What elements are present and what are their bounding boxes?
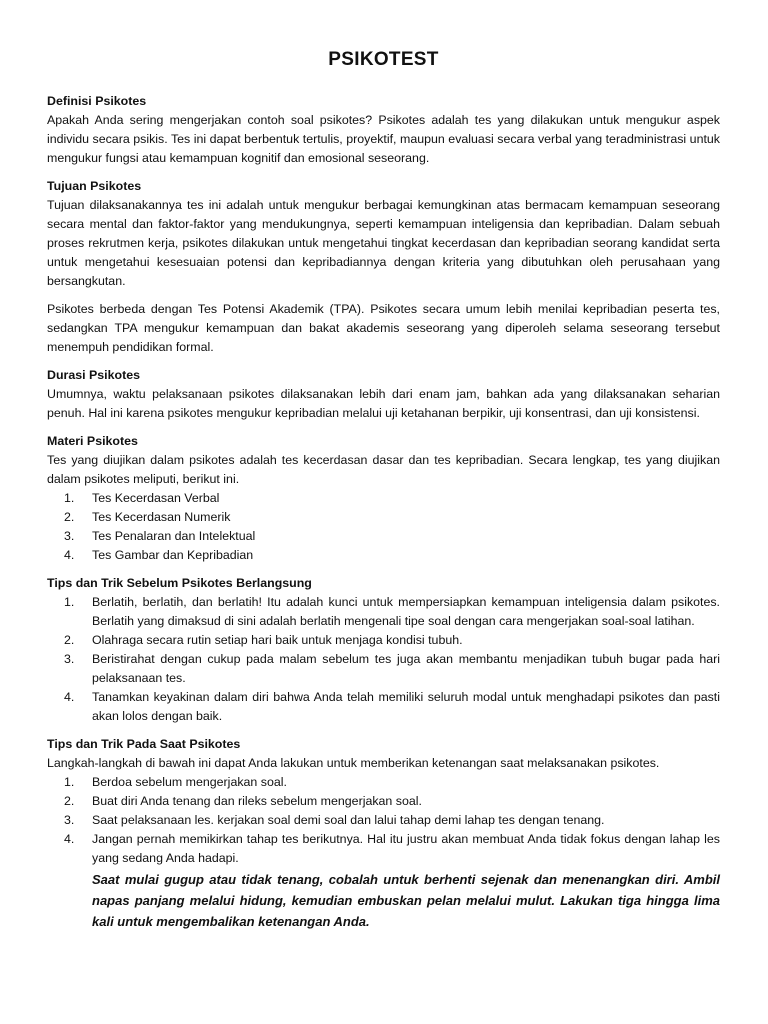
- list-item: [47, 792, 720, 811]
- list-text: Tes Gambar dan Kepribadian: [92, 548, 254, 562]
- paragraph: Apakah Anda sering mengerjakan contoh soal psikotes? Psikotes adalah tes yang dilakukan untuk mengukur aspek individu secara psikis. Tes ini dapat berbentuk tertulis, proyektif, maupun evaluasi secara verbal yang teradministrasi untuk mengukur fungsi atau kemampuan kognitif dan emosional seseorang.: [47, 113, 720, 165]
- list-text: Berlatih, berlatih, dan berlatih! Itu adalah kunci untuk mempersiapkan kemampuan inteligensia dalam psikotes. Berlatih yang dimaksud di sini adalah berlatih mengenali tipe soal dengan cara mengerjakan soal-soal latihan.: [92, 595, 720, 628]
- list-item: [47, 773, 720, 792]
- paragraph: Psikotes berbeda dengan Tes Potensi Akademik (TPA). Psikotes secara umum lebih menilai kepribadian peserta tes, sedangkan TPA mengukur kemampuan dan bakat akademis seseorang yang diperoleh selama seseorang tersebut menempuh pendidikan formal.: [47, 302, 720, 354]
- section-heading: Durasi Psikotes: [47, 368, 140, 382]
- list-item: [47, 508, 720, 527]
- list-item: [47, 631, 720, 650]
- section-definisi: [47, 92, 720, 168]
- list-number: 3.: [64, 652, 75, 666]
- list-text: Tes Penalaran dan Intelektual: [92, 529, 256, 543]
- list-number: 1.: [64, 595, 75, 609]
- paragraph: Langkah-langkah di bawah ini dapat Anda lakukan untuk memberikan ketenangan saat melaksanakan psikotes.: [47, 756, 660, 770]
- list-number: 4.: [64, 832, 75, 846]
- paragraph: Tujuan dilaksanakannya tes ini adalah untuk mengukur berbagai kemungkinan atas bermacam kemampuan seseorang secara mental dan faktor-faktor yang mendukungnya, seperti kemampuan inteligensia dan kepribadian. Dalam sebuah proses rekrutmen kerja, psikotes dilakukan untuk mengetahui tingkat kecerdasan dan kepribadian seorang kandidat serta untuk mengetahui kesesuaian potensi dan kepribadiannya dengan kriteria yang dibutuhkan oleh perusahaan yang bersangkutan.: [47, 198, 720, 288]
- list-item: [47, 527, 720, 546]
- section-heading: Tips dan Trik Sebelum Psikotes Berlangsung: [47, 576, 312, 590]
- list-text: Tes Kecerdasan Verbal: [92, 491, 220, 505]
- section-heading: Tujuan Psikotes: [47, 179, 142, 193]
- list-number: 3.: [64, 529, 75, 543]
- section-durasi: [47, 366, 720, 423]
- list-number: 4.: [64, 690, 75, 704]
- section-tips-sebelum: [47, 574, 720, 726]
- list-text: Berdoa sebelum mengerjakan soal.: [92, 775, 287, 789]
- list-item: [47, 546, 720, 565]
- list-text: Tanamkan keyakinan dalam diri bahwa Anda telah memiliki seluruh modal untuk menghadapi psikotes dan pasti akan lolos dengan baik.: [92, 690, 720, 723]
- section-heading: Definisi Psikotes: [47, 94, 147, 108]
- materi-list: [47, 489, 720, 565]
- list-number: 1.: [64, 491, 75, 505]
- list-item: [47, 489, 720, 508]
- list-item: [47, 650, 720, 688]
- section-heading: Materi Psikotes: [47, 434, 138, 448]
- list-item: [47, 593, 720, 631]
- list-item: [47, 830, 720, 868]
- list-text: Olahraga secara rutin setiap hari baik untuk menjaga kondisi tubuh.: [92, 633, 463, 647]
- list-item: [47, 811, 720, 830]
- list-number: 2.: [64, 794, 75, 808]
- italic-note: Saat mulai gugup atau tidak tenang, cobalah untuk berhenti sejenak dan menenangkan diri. Ambil napas panjang melalui hidung, kemudian embuskan pelan melalui mulut. Lakukan tiga hingga lima kali untuk mengembalikan ketenangan Anda.: [92, 872, 720, 929]
- paragraph: Tes yang diujikan dalam psikotes adalah tes kecerdasan dasar dan tes kepribadian. Secara lengkap, tes yang diujikan dalam psikotes meliputi, berikut ini.: [47, 453, 720, 486]
- section-heading: Tips dan Trik Pada Saat Psikotes: [47, 737, 241, 751]
- section-materi: [47, 432, 720, 565]
- section-tujuan: [47, 177, 720, 357]
- list-number: 2.: [64, 510, 75, 524]
- tips-sebelum-list: [47, 593, 720, 726]
- list-text: Buat diri Anda tenang dan rileks sebelum mengerjakan soal.: [92, 794, 422, 808]
- list-number: 2.: [64, 633, 75, 647]
- tips-saat-list: [47, 773, 720, 868]
- list-item: [47, 688, 720, 726]
- section-tips-saat: [47, 735, 720, 932]
- list-number: 4.: [64, 548, 75, 562]
- list-number: 1.: [64, 775, 75, 789]
- list-text: Saat pelaksanaan les. kerjakan soal demi soal dan lalui tahap demi lahap tes dengan tenang.: [92, 813, 605, 827]
- list-text: Jangan pernah memikirkan tahap tes berikutnya. Hal itu justru akan membuat Anda tidak fokus dengan lahap les yang sedang Anda hadapi.: [92, 832, 720, 865]
- list-number: 3.: [64, 813, 75, 827]
- list-text: Beristirahat dengan cukup pada malam sebelum tes juga akan membantu menjadikan tubuh bugar pada hari pelaksanaan tes.: [92, 652, 720, 685]
- page-title: PSIKOTEST: [328, 49, 439, 70]
- paragraph: Umumnya, waktu pelaksanaan psikotes dilaksanakan lebih dari enam jam, bahkan ada yang dilaksanakan seharian penuh. Hal ini karena psikotes mengukur kepribadian melalui uji ketahanan berpikir, uji konsentrasi, dan uji konsistensi.: [47, 387, 720, 420]
- list-text: Tes Kecerdasan Numerik: [92, 510, 231, 524]
